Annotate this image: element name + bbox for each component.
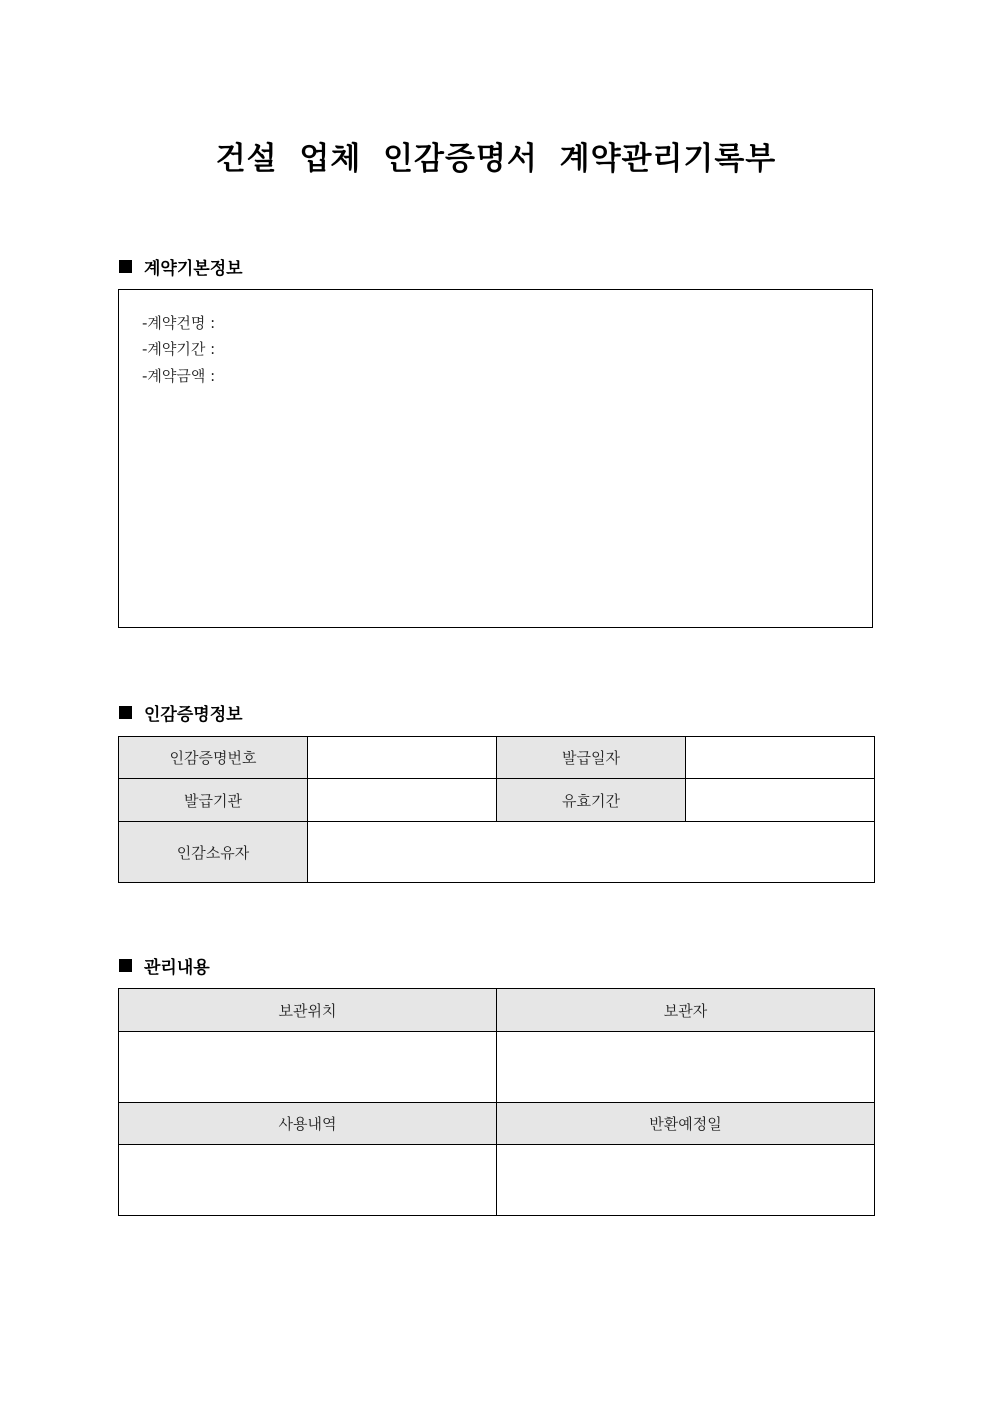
owner-field[interactable]: [308, 822, 875, 883]
section-heading-label: 관리내용: [144, 958, 210, 978]
table-row: [119, 1103, 875, 1145]
section-heading-basic: [119, 254, 243, 279]
location-field[interactable]: [119, 1032, 497, 1103]
section-heading-management: [119, 953, 210, 978]
table-row: [119, 1032, 875, 1103]
section-heading-label: 인감증명정보: [144, 705, 243, 725]
location-label: 보관위치: [119, 989, 497, 1032]
cert-number-field[interactable]: [308, 737, 497, 779]
square-bullet-icon: [119, 959, 132, 972]
issue-date-label: 발급일자: [497, 737, 686, 779]
issuer-field[interactable]: [308, 779, 497, 822]
table-row: [119, 1145, 875, 1216]
table-row: [119, 737, 875, 779]
section-heading-seal: [119, 700, 243, 725]
contract-amount-line: -계약금액 :: [142, 367, 216, 385]
owner-label: 인감소유자: [119, 822, 308, 883]
return-date-field[interactable]: [497, 1145, 875, 1216]
table-row: [119, 779, 875, 822]
square-bullet-icon: [119, 260, 132, 273]
document-title: 건설 업체 인감증명서 계약관리기록부: [215, 141, 777, 177]
validity-field[interactable]: [686, 779, 875, 822]
seal-info-table: [118, 736, 875, 883]
usage-label: 사용내역: [119, 1103, 497, 1145]
keeper-field[interactable]: [497, 1032, 875, 1103]
basic-info-box[interactable]: [118, 289, 873, 628]
validity-label: 유효기간: [497, 779, 686, 822]
usage-field[interactable]: [119, 1145, 497, 1216]
management-table: [118, 988, 875, 1216]
cert-number-label: 인감증명번호: [119, 737, 308, 779]
return-date-label: 반환예정일: [497, 1103, 875, 1145]
table-row: [119, 822, 875, 883]
square-bullet-icon: [119, 706, 132, 719]
keeper-label: 보관자: [497, 989, 875, 1032]
contract-period-line: -계약기간 :: [142, 340, 216, 358]
table-row: [119, 989, 875, 1032]
section-heading-label: 계약기본정보: [144, 259, 243, 279]
issue-date-field[interactable]: [686, 737, 875, 779]
issuer-label: 발급기관: [119, 779, 308, 822]
contract-name-line: -계약건명 :: [142, 314, 216, 332]
